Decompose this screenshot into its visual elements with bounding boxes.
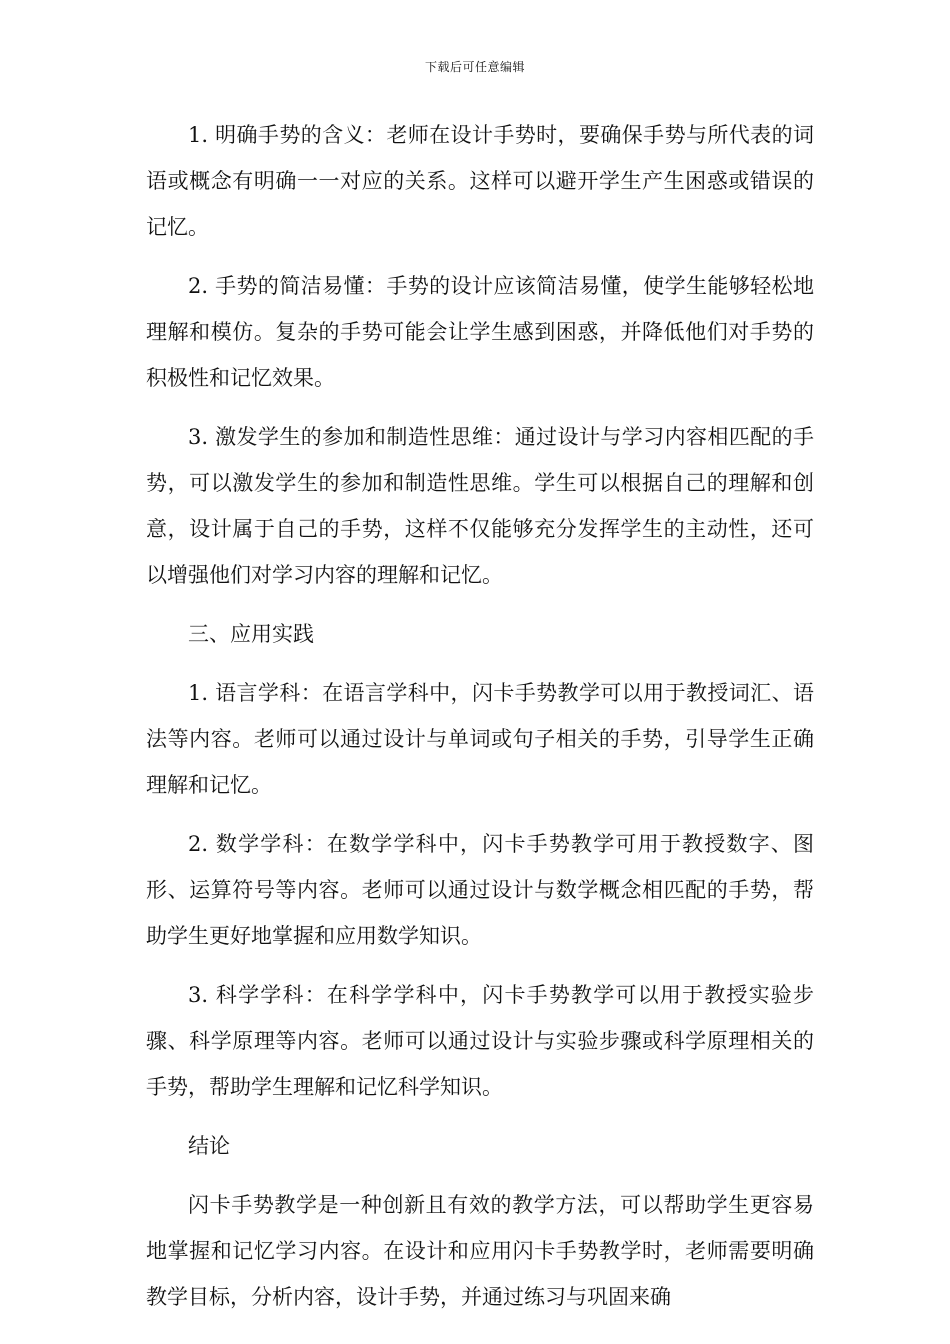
document-body [146, 112, 814, 1333]
paragraph-creative-thinking: 3. 激发学生的参加和制造性思维：通过设计与学习内容相匹配的手势，可以激发学生的参加和制造性思维。学生可以根据自己的理解和创意，设计属于自己的手势，这样不仅能够充分发挥学生的主动性，还可以增强他们对学习内容的理解和记忆。 [146, 425, 814, 587]
paragraph-gesture-simplicity: 2. 手势的简洁易懂：手势的设计应该简洁易懂，使学生能够轻松地理解和模仿。复杂的手势可能会让学生感到困惑，并降低他们对手势的积极性和记忆效果。 [146, 274, 814, 390]
section-heading-application: 三、应用实践 [188, 622, 314, 646]
page-header: 下载后可任意编辑 [424, 60, 525, 74]
paragraph-math-subject: 2. 数学学科：在数学学科中，闪卡手势教学可用于教授数字、图形、运算符号等内容。老师可以通过设计与数学概念相匹配的手势，帮助学生更好地掌握和应用数学知识。 [146, 832, 814, 948]
section-heading-conclusion: 结论 [188, 1134, 230, 1158]
paragraph-language-subject: 1. 语言学科：在语言学科中，闪卡手势教学可以用于教授词汇、语法等内容。老师可以通过设计与单词或句子相关的手势，引导学生正确理解和记忆。 [146, 681, 814, 797]
paragraph-conclusion: 闪卡手势教学是一种创新且有效的教学方法，可以帮助学生更容易地掌握和记忆学习内容。在设计和应用闪卡手势教学时，老师需要明确教学目标，分析内容，设计手势，并通过练习与巩固来确 [146, 1193, 814, 1309]
paragraph-science-subject: 3. 科学学科：在科学学科中，闪卡手势教学可以用于教授实验步骤、科学原理等内容。老师可以通过设计与实验步骤或科学原理相关的手势，帮助学生理解和记忆科学知识。 [146, 983, 814, 1099]
paragraph-gesture-meaning: 1. 明确手势的含义：老师在设计手势时，要确保手势与所代表的词语或概念有明确一一对应的关系。这样可以避开学生产生困惑或错误的记忆。 [146, 123, 814, 239]
